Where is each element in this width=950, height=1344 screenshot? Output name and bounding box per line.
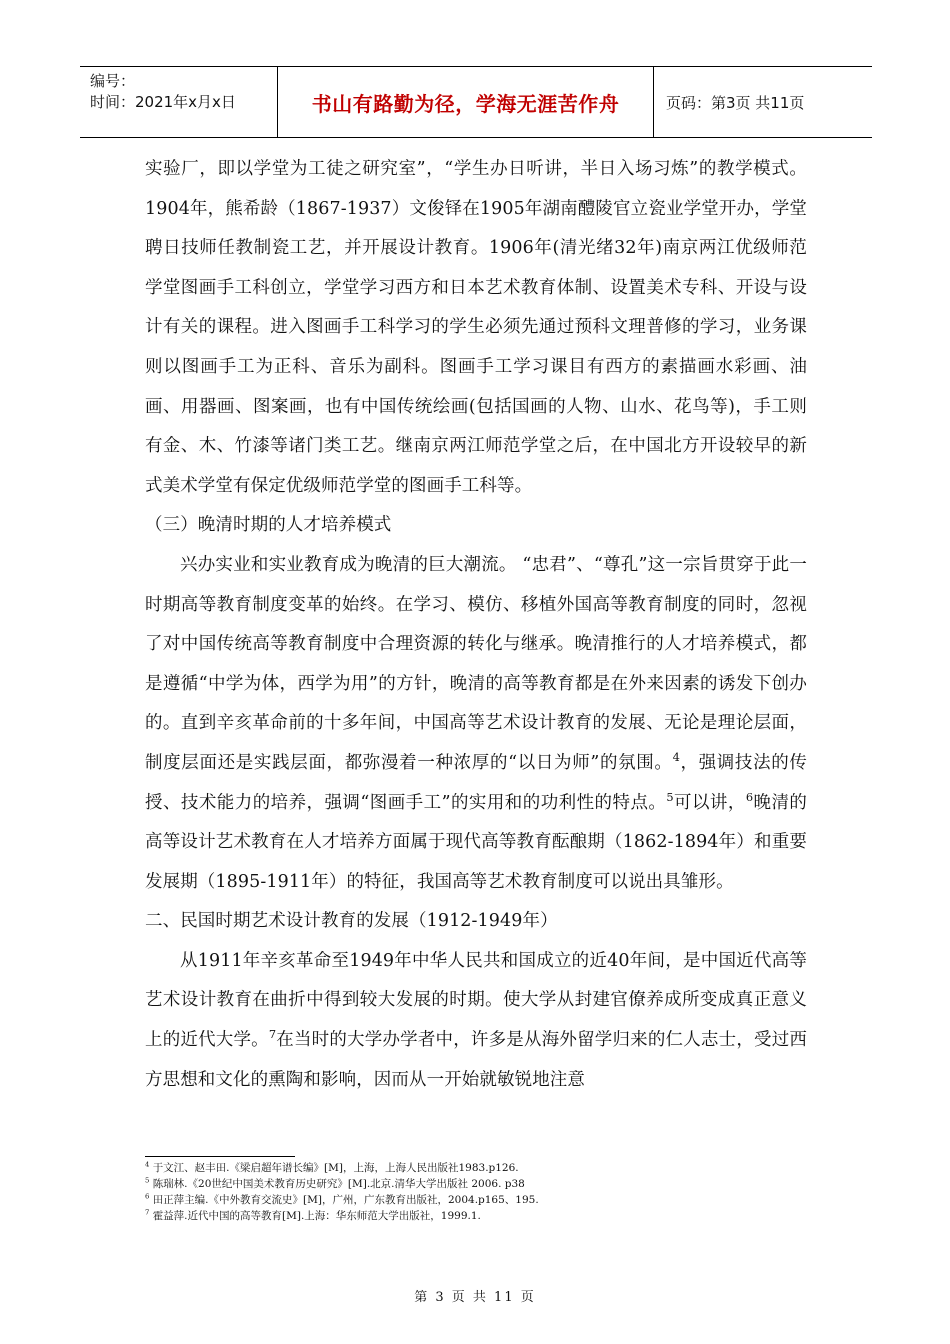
footnote-ref-4[interactable]: 4 <box>672 750 680 765</box>
page-header <box>80 66 872 138</box>
footnote-6 <box>145 1192 845 1208</box>
section-heading-2: 二、民国时期艺术设计教育的发展（1912-1949年） <box>145 911 558 932</box>
paragraph-1: 实验厂，即以学堂为工徒之研究室”，“学生办日听讲，半日入场习炼”的教学模式。1904年，熊希龄（1867-1937）文俊铎在1905年湖南醴陵官立瓷业学堂开办，学堂聘日技师任教制瓷工艺，并开展设计教育。1906年(清光绪32年)南京两江优级师范学堂图画手工科创立，学堂学习西方和日本艺术教育体制、设置美术专科、开设与设计有关的课程。进入图画手工科学习的学生必须先通过预科文理普修的学习，业务课则以图画手工为正科、音乐为副科。图画手工学习课目有西方的素描画水彩画、油画、用器画、图案画，也有中国传统绘画(包括国画的人物、山水、花鸟等)，手工则有金、木、竹漆等诸门类工艺。继南京两江师范学堂之后，在中国北方开设较早的新式美术学堂有保定优级师范学堂的图画手工科等。 <box>145 159 807 496</box>
footnote-5 <box>145 1176 845 1192</box>
paragraph-2-text-a: 兴办实业和实业教育成为晚清的巨大潮流。 “忠君”、“尊孔”这一宗旨贯穿于此一时期高等教育制度变革的始终。在学习、模仿、移植外国高等教育制度的同时，忽视了对中国传统高等教育制度中合理资源的转化与继承。晚清推行的人才培养模式，都是遵循“中学为体，西学为用”的方针，晚清的高等教育都是在外来因素的诱发下创办的。直到辛亥革命前的十多年间，中国高等艺术设计教育的发展、无论是理论层面，制度层面还是实践层面，都弥漫着一种浓厚的“以日为师”的氛围。 <box>145 554 807 773</box>
paragraph-2-text-b: ，强调技法的传授、技术能力的培养，强调“图画手工”的实用和的功利性的特点。 <box>145 752 807 813</box>
code-label: 编号： <box>90 72 136 90</box>
footnote-7 <box>145 1208 845 1224</box>
footnote-number: 5 <box>145 1176 150 1185</box>
header-motto: 书山有路勤为径，学海无涯苦作舟 <box>278 67 654 137</box>
footnote-text: 于文江、赵丰田.《梁启超年谱长编》[M]，上海，上海人民出版社1983.p126. <box>152 1162 519 1174</box>
footnote-ref-7[interactable]: 7 <box>268 1027 277 1042</box>
paragraph-2 <box>145 546 807 902</box>
header-meta <box>80 67 278 137</box>
footnote-4 <box>145 1160 845 1176</box>
footnote-text: 田正萍主编.《中外教育交流史》[M]，广州，广东教育出版社，2004.p165、195. <box>152 1194 539 1206</box>
page-footer: 第 3 页 共 11 页 <box>414 1290 536 1305</box>
date-label: 时间：2021年x月x日 <box>90 93 236 111</box>
footnote-text: 霍益萍.近代中国的高等教育[M].上海：华东师范大学出版社，1999.1. <box>152 1210 481 1222</box>
footnote-number: 4 <box>145 1160 150 1169</box>
footnote-text: 陈瑞林.《20世纪中国美术教育历史研究》[M].北京.清华大学出版社 2006. p38 <box>152 1178 525 1190</box>
section-heading-3: （三）晚清时期的人才培养模式 <box>145 515 392 536</box>
footnote-ref-6[interactable]: 6 <box>745 789 754 804</box>
footnote-number: 7 <box>145 1208 150 1217</box>
footnote-number: 6 <box>145 1192 150 1201</box>
footnote-separator <box>145 1156 295 1157</box>
paragraph-3-text-a: 从1911年辛亥革命至1949年中华人民共和国成立的近40年间，是中国近代高等艺术设计教育在曲折中得到较大发展的时期。使大学从封建官僚养成所变成真正意义上的近代大学。 <box>145 950 807 1051</box>
paragraph-2-text-c: 可以讲， <box>673 792 746 813</box>
paragraph-3 <box>145 942 807 1100</box>
footnotes <box>145 1160 845 1224</box>
header-page-info: 页码：第3页 共11页 <box>666 93 805 112</box>
paragraph-3-text-b: 在当时的大学办学者中，许多是从海外留学归来的仁人志士，受过西方思想和文化的熏陶和影响，因而从一开始就敏锐地注意 <box>145 1030 807 1090</box>
footnote-ref-5[interactable]: 5 <box>666 789 674 804</box>
document-body <box>145 150 807 1100</box>
paragraph-2-text-d: 晚清的高等设计艺术教育在人才培养方面属于现代高等教育酝酿期（1862-1894年）和重要发展期（1895-1911年）的特征，我国高等艺术教育制度可以说出具雏形。 <box>145 792 808 892</box>
